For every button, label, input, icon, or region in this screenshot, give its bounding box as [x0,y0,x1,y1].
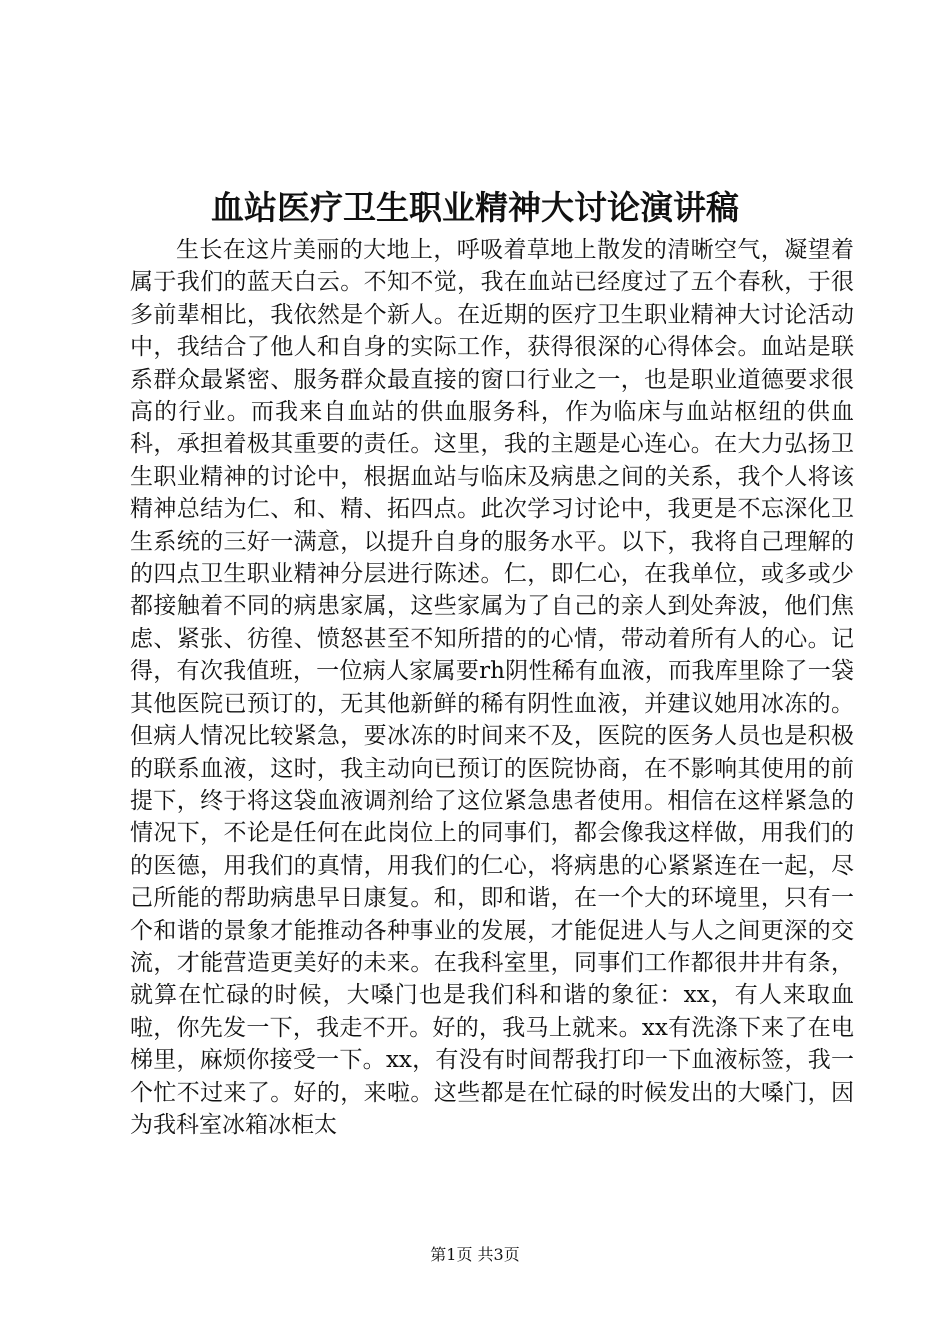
document-title: 血站医疗卫生职业精神大讨论演讲稿 [211,188,739,227]
document-body-paragraph: 生长在这片美丽的大地上，呼吸着草地上散发的清晰空气，凝望着属于我们的蓝天白云。不知不觉，我在血站已经度过了五个春秋，于很多前辈相比，我依然是个新人。在近期的医疗卫生职业精神大讨论活动中，我结合了他人和自身的实际工作，获得很深的心得体会。血站是联系群众最紧密、服务群众最直接的窗口行业之一，也是职业道德要求很高的行业。而我来自血站的供血服务科，作为临床与血站枢纽的供血科，承担着极其重要的责任。这里，我的主题是心连心。在大力弘扬卫生职业精神的讨论中，根据血站与临床及病患之间的关系，我个人将该精神总结为仁、和、精、拓四点。此次学习讨论中，我更是不忘深化卫生系统的三好一满意，以提升自身的服务水平。以下，我将自己理解的的四点卫生职业精神分层进行陈述。仁，即仁心，在我单位，或多或少都接触着不同的病患家属，这些家属为了自己的亲人到处奔波，他们焦虑、紧张、彷徨、愤怒甚至不知所措的的心情，带动着所有人的心。记得，有次我值班，一位病人家属要rh阴性稀有血液，而我库里除了一袋其他医院已预订的，无其他新鲜的稀有阴性血液，并建议她用冰冻的。但病人情况比较紧急，要冰冻的时间来不及，医院的医务人员也是积极的联系血液，这时，我主动向已预订的医院协商，在不影响其使用的前提下，终于将这袋血液调剂给了这位紧急患者使用。相信在这样紧急的情况下，不论是任何在此岗位上的同事们，都会像我这样做，用我们的的医德，用我们的真情，用我们的仁心，将病患的心紧紧连在一起，尽己所能的帮助病患早日康复。和，即和谐，在一个大的环境里，只有一个和谐的景象才能推动各种事业的发展，才能促进人与人之间更深的交流，才能营造更美好的未来。在我科室里，同事们工作都很井井有条，就算在忙碌的时候，大嗓门也是我们科和谐的象征：xx，有人来取血啦，你先发一下，我走不开。好的，我马上就来。xx有洗涤下来了在电梯里，麻烦你接受一下。xx，有没有时间帮我打印一下血液标签，我一个忙不过来了。好的，来啦。这些都是在忙碌的时候发出的大嗓门，因为我科室冰箱冰柜太 [130,237,854,1138]
page-number-footer: 第1页 共3页 [430,1245,520,1264]
